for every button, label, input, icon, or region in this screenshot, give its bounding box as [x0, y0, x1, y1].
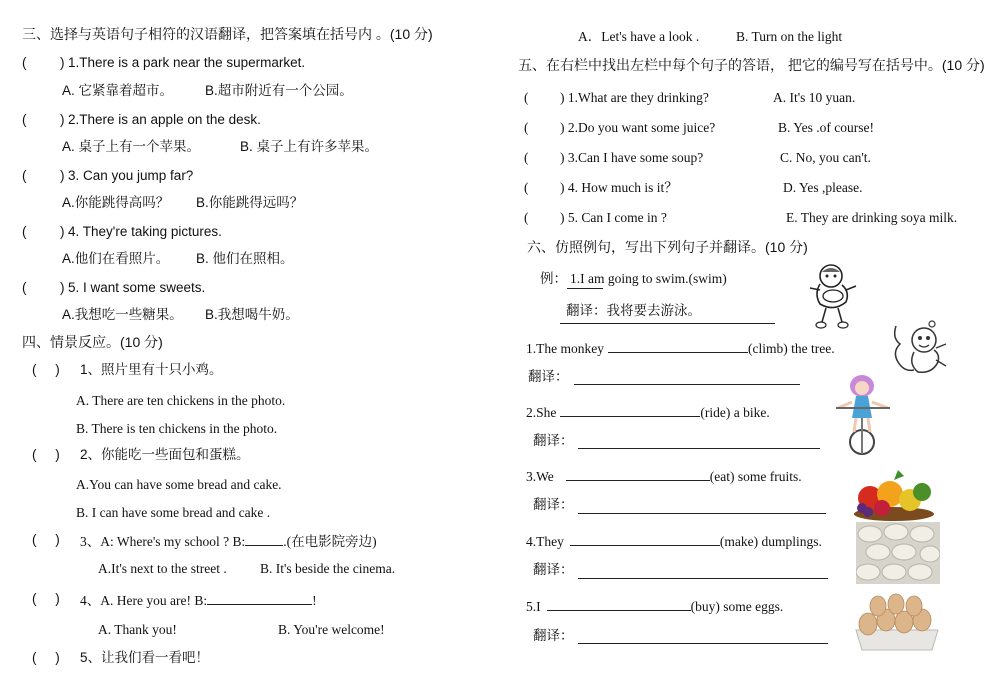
option-b: B. It's beside the cinema.	[260, 561, 396, 576]
option-a: A.我想吃一些糖果。	[62, 307, 183, 322]
option-a: A. Thank you!	[98, 622, 177, 637]
sentence-subject: 3.We	[526, 469, 554, 484]
answer-option: B. Yes .of course!	[778, 120, 874, 135]
answer-paren: ( )	[32, 532, 60, 547]
option-a: A.你能跳得高吗？	[62, 195, 170, 210]
answer-blank[interactable]	[245, 533, 283, 546]
exercise-sentence	[526, 533, 822, 549]
option-a: A.他们在看照片。	[62, 251, 170, 266]
question-suffix: !	[312, 593, 317, 608]
answer-option: E. They are drinking soya milk.	[786, 210, 958, 225]
answer-paren-open: (	[22, 224, 27, 239]
option-b: B.我想喝牛奶。	[205, 307, 299, 322]
option-a: A.You can have some bread and cake.	[76, 477, 282, 492]
answer-paren-open: (	[22, 168, 27, 183]
option-b: B. 他们在照相。	[196, 251, 294, 266]
answer-paren: (	[524, 150, 529, 165]
example-translation: 翻译：我将要去游泳。	[566, 303, 701, 318]
question-text	[80, 533, 377, 549]
example-translation-line	[560, 323, 775, 324]
answer-paren-close: )	[60, 280, 65, 295]
section-4-heading: 四、情景反应。(10 分)	[22, 334, 163, 350]
translation-label: 翻译：	[533, 562, 574, 577]
question-text: ) 5. Can I come in ?	[560, 210, 667, 225]
translation-line[interactable]	[578, 643, 828, 644]
sentence-subject: 4.They	[526, 534, 564, 549]
translation-label: 翻译：	[528, 369, 569, 384]
answer-option: C. No, you can't.	[780, 150, 871, 165]
sentence-rest: (make) dumplings.	[719, 534, 822, 549]
question-text: ) 4. How much is it？	[560, 180, 678, 195]
exercise-sentence	[526, 468, 802, 484]
option-b: B. Turn on the light	[736, 29, 843, 44]
sentence-subject: 1.The monkey	[526, 341, 604, 356]
option-a: A. 桌子上有一个苹果。	[62, 139, 201, 154]
answer-paren: ( )	[32, 591, 60, 606]
girl-on-bike-illustration	[830, 372, 896, 456]
verb-blank[interactable]	[570, 533, 720, 546]
option-b: B.你能跳得远吗？	[196, 195, 304, 210]
eggs-illustration	[852, 590, 942, 654]
question-prefix: 4、A. Here you are! B:	[80, 593, 208, 608]
translation-line[interactable]	[574, 384, 800, 385]
question-text: ) 1.What are they drinking?	[560, 90, 709, 105]
verb-blank[interactable]	[608, 340, 748, 353]
question-text: 3. Can you jump far?	[68, 168, 194, 183]
question-text: ) 2.Do you want some juice?	[560, 120, 716, 135]
translation-label: 翻译：	[533, 497, 574, 512]
option-b: B. There is ten chickens in the photo.	[76, 421, 278, 436]
option-a: A. 它紧靠着超市。	[62, 83, 174, 98]
option-a: A. There are ten chickens in the photo.	[76, 393, 286, 408]
translation-label: 翻译：	[533, 628, 574, 643]
question-text	[80, 592, 317, 608]
answer-option: D. Yes ,please.	[783, 180, 863, 195]
question-text: 2、你能吃一些面包和蛋糕。	[80, 447, 250, 462]
answer-option: A. It's 10 yuan.	[773, 90, 856, 105]
answer-paren-open: (	[22, 112, 27, 127]
dumplings-illustration	[856, 522, 940, 584]
question-prefix: 3、A: Where's my school ? B:	[80, 534, 246, 549]
option-b: B. I can have some bread and cake .	[76, 505, 271, 520]
swimmer-illustration	[806, 260, 860, 330]
translation-line[interactable]	[578, 448, 820, 449]
translation-line[interactable]	[578, 513, 826, 514]
answer-paren: (	[524, 210, 529, 225]
sentence-rest: (buy) some eggs.	[690, 599, 784, 614]
monkey-illustration	[888, 318, 948, 380]
answer-paren-close: )	[60, 112, 65, 127]
answer-paren: ( )	[32, 362, 60, 377]
example-sentence: 1.I am going to swim.(swim)	[570, 271, 727, 286]
answer-paren-open: (	[22, 280, 27, 295]
option-a: A．Let's have a look .	[578, 29, 700, 44]
verb-blank[interactable]	[547, 598, 691, 611]
sentence-rest: (eat) some fruits.	[709, 469, 802, 484]
example-label: 例：	[540, 271, 567, 286]
verb-blank[interactable]	[560, 404, 700, 417]
answer-paren: ( )	[32, 650, 60, 665]
exercise-sentence	[526, 598, 783, 614]
option-a: A.It's next to the street .	[98, 561, 227, 576]
sentence-subject: 5.I	[526, 599, 541, 614]
answer-paren: (	[524, 90, 529, 105]
section-5-heading: 五、在右栏中找出左栏中每个句子的答语， 把它的编号写在括号中。(10 分)	[518, 57, 985, 73]
question-text: 1.There is a park near the supermarket.	[68, 55, 306, 70]
answer-paren-close: )	[60, 168, 65, 183]
exercise-sentence	[526, 340, 835, 356]
answer-paren-open: (	[22, 55, 27, 70]
question-suffix: .(在电影院旁边)	[283, 534, 377, 549]
answer-paren: (	[524, 120, 529, 135]
question-text: ) 3.Can I have some soup?	[560, 150, 704, 165]
answer-paren-close: )	[60, 55, 65, 70]
question-text: 4. They're taking pictures.	[68, 224, 222, 239]
sentence-rest: (ride) a bike.	[700, 405, 770, 420]
option-b: B. You're welcome!	[278, 622, 385, 637]
sentence-rest: (climb) the tree.	[747, 341, 835, 356]
section-6-heading: 六、仿照例句，写出下列句子并翻译。(10 分)	[527, 239, 808, 255]
question-text: 5、让我们看一看吧！	[80, 650, 210, 665]
option-b: B.超市附近有一个公园。	[205, 83, 353, 98]
fruits-illustration	[852, 468, 936, 522]
translation-line[interactable]	[578, 578, 828, 579]
question-text: 5. I want some sweets.	[68, 280, 206, 295]
question-text: 2.There is an apple on the desk.	[68, 112, 261, 127]
exercise-sentence	[526, 404, 770, 420]
question-text: 1、照片里有十只小鸡。	[80, 362, 223, 377]
sentence-subject: 2.She	[526, 405, 557, 420]
translation-label: 翻译：	[533, 433, 574, 448]
example-underline	[567, 288, 603, 289]
verb-blank[interactable]	[566, 468, 710, 481]
option-b: B. 桌子上有许多苹果。	[240, 139, 379, 154]
answer-paren: ( )	[32, 447, 60, 462]
answer-paren-close: )	[60, 224, 65, 239]
answer-blank[interactable]	[207, 592, 312, 605]
answer-paren: (	[524, 180, 529, 195]
section-3-heading: 三、选择与英语句子相符的汉语翻译，把答案填在括号内 。(10 分)	[22, 26, 433, 42]
